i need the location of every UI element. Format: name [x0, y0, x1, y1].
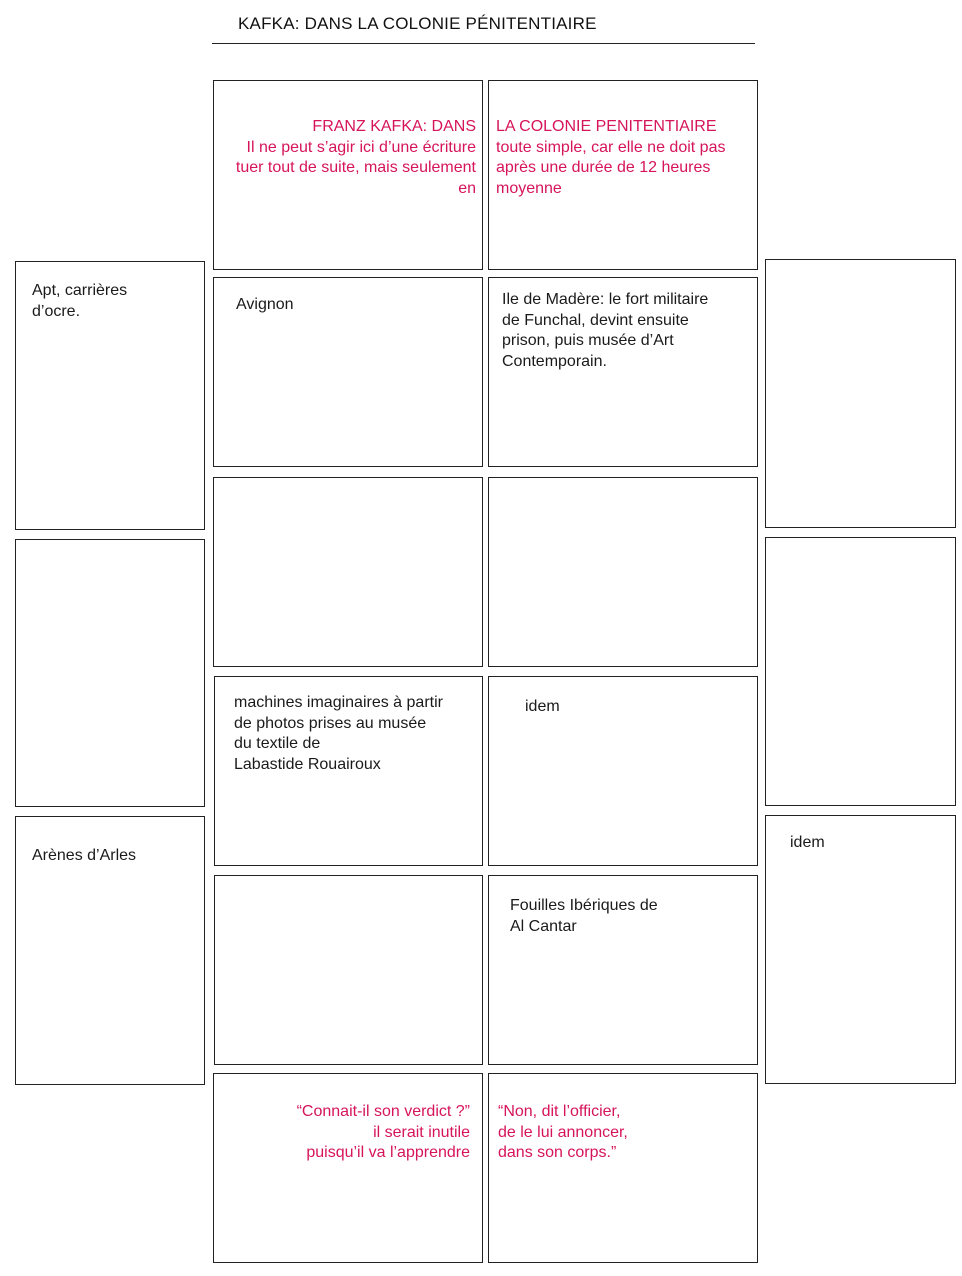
center-right-panel-4	[488, 676, 758, 866]
side-right-panel-1	[765, 259, 956, 528]
center-right-panel-3	[488, 477, 758, 667]
panel-caption: Avignon	[236, 296, 294, 313]
side-left-panel-2	[15, 539, 205, 807]
side-right-panel-3	[765, 815, 956, 1084]
panel-caption: Ile de Madère: le fort militaire de Funchal, devint ensuite prison, puis musée d’Art Contemporain.	[502, 291, 709, 370]
center-left-panel-2	[213, 277, 483, 467]
center-right-panel-5	[488, 875, 758, 1065]
panel-caption: LA COLONIE PENITENTIAIRE toute simple, car elle ne doit pas après une durée de 12 heures moyenne	[496, 118, 726, 197]
panel-caption: “Non, dit l’officier, de le lui annoncer, dans son corps.”	[498, 1103, 628, 1161]
center-right-panel-1	[488, 80, 758, 270]
panel-caption: idem	[790, 834, 825, 851]
center-right-panel-2	[488, 277, 758, 467]
title-underline	[212, 43, 755, 44]
side-right-panel-2	[765, 537, 956, 806]
center-left-panel-4	[214, 676, 483, 866]
center-right-panel-6	[488, 1073, 758, 1263]
center-left-panel-3	[213, 477, 483, 667]
center-left-panel-5	[214, 875, 483, 1065]
panel-caption: machines imaginaires à partir de photos prises au musée du textile de Labastide Rouairoux	[234, 694, 443, 773]
panel-caption: FRANZ KAFKA: DANS Il ne peut s’agir ici d’une écriture tuer tout de suite, mais seulement en	[235, 118, 476, 197]
panel-caption: “Connait-il son verdict ?” il serait inutile puisqu’il va l’apprendre	[296, 1103, 470, 1161]
page-title: KAFKA: DANS LA COLONIE PÉNITENTIAIRE	[238, 14, 597, 33]
panel-caption: Fouilles Ibériques de Al Cantar	[510, 897, 658, 935]
side-left-panel-1	[15, 261, 205, 530]
panel-caption: idem	[525, 698, 560, 715]
center-left-panel-6	[213, 1073, 483, 1263]
panel-caption: Apt, carrières d’ocre.	[32, 282, 128, 320]
panel-caption: Arènes d’Arles	[32, 847, 137, 864]
side-left-panel-3	[15, 816, 205, 1085]
center-left-panel-1	[213, 80, 483, 270]
